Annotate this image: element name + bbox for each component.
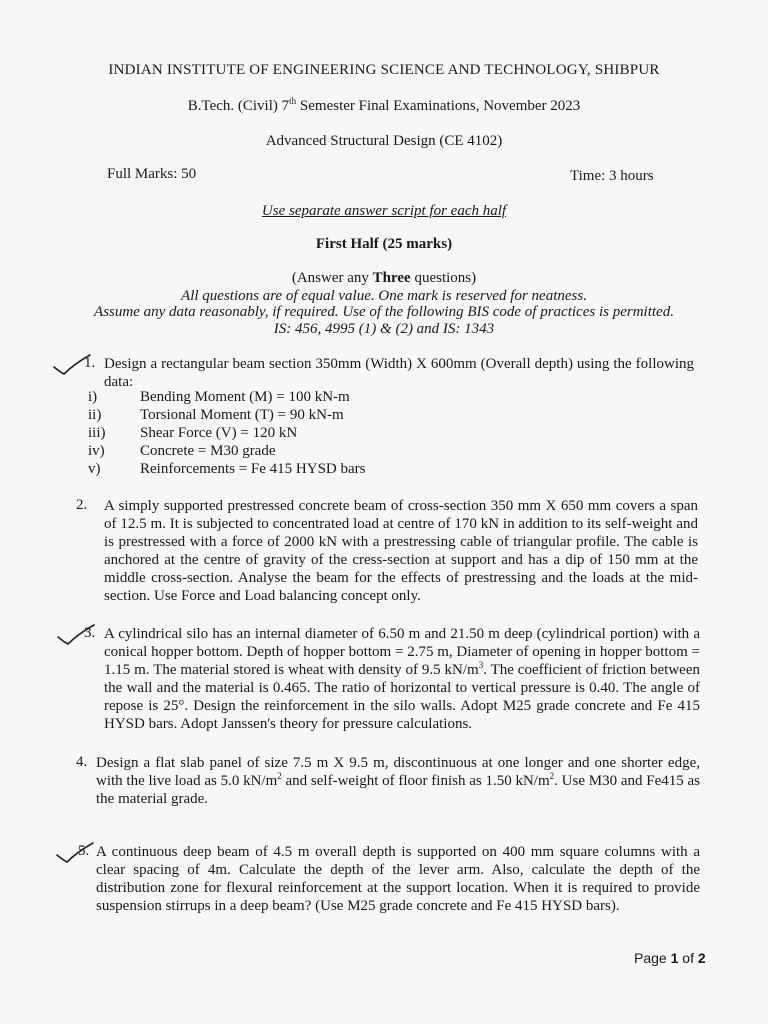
question-2-text: A simply supported prestressed concrete beam of cross-section 350 mm X 650 mm covers a span of 12.5 m. It is subjected to concentrated load at centre of 170 kN in addition to its self-weight and is prestressed with a force of 2000 kN with a prestressing cable of triangular profile. The cable is anchored at the centre of gravity of the cress-section at support and has a dip of 150 mm at the middle cross-section. Analyse the beam for the effects of prestressing and the loads at the mid-section. Use Force and Load balancing concept only. bbox=[104, 498, 698, 604]
answer-instruction: (Answer any Three questions) bbox=[291, 270, 477, 286]
question-4-text: Design a flat slab panel of size 7.5 m X 9.5 m, discontinuous at one longer and one shorter edge, with the live load as 5.0 $kN/m^2$ and self-weight of floor finish as 1.50 $kN/m^2$. Use M30 and Fe415 as the material grade. bbox=[96, 755, 700, 807]
question-1-item: iv) Concrete = M30 grade bbox=[88, 443, 276, 459]
question-5-number: 5. bbox=[78, 843, 90, 859]
exam-title: B.Tech. (Civil) 7th Semester Final Examinations, November 2023 bbox=[187, 96, 581, 114]
assume-note: Assume any data reasonably, if required. Use of the following BIS code of practices is permitted. bbox=[94, 304, 674, 320]
question-1-item: v) Reinforcements = Fe 415 HYSD bars bbox=[88, 461, 366, 477]
question-3-text: A cylindrical silo has an internal diameter of 6.50 m and 21.50 m deep (cylindrical portion) with a conical hopper bottom. Depth of hopper bottom = 2.75 m, Diameter of opening in hopper bottom = 1.15 m. The material stored is wheat with density of 9.5 $kN/m^3$. The coefficient of friction between the wall and the material is 0.465. The ratio of horizontal to vertical pressure is 0.40. The angle of repose is 25°. Design the reinforcement in the silo walls. Adopt M25 grade concrete and Fe 415 HYSD bars. Adopt Janssen's theory for pressure calculations. bbox=[104, 626, 700, 732]
full-marks: Full Marks: 50 bbox=[107, 166, 197, 182]
page-number: Page 1 of 2 bbox=[634, 950, 706, 966]
separate-script-note: Use separate answer script for each half bbox=[261, 203, 507, 219]
half-title: First Half (25 marks) bbox=[315, 236, 453, 252]
question-1-item: ii) Torsional Moment (T) = 90 kN-m bbox=[88, 407, 344, 423]
question-3-number: 3. bbox=[84, 625, 96, 641]
code-list: IS: 456, 4995 (1) & (2) and IS: 1343 bbox=[273, 321, 495, 337]
question-2-number: 2. bbox=[76, 497, 88, 513]
institute-name: INDIAN INSTITUTE OF ENGINEERING SCIENCE AND TECHNOLOGY, SHIBPUR bbox=[108, 62, 660, 78]
course-title: Advanced Structural Design (CE 4102) bbox=[265, 133, 503, 149]
question-4-number: 4. bbox=[76, 754, 88, 770]
question-1-item: iii) Shear Force (V) = 120 kN bbox=[88, 425, 298, 441]
exam-time: Time: 3 hours bbox=[570, 168, 654, 184]
equal-value-note: All questions are of equal value. One mark is reserved for neatness. bbox=[181, 288, 587, 304]
question-1-text: Design a rectangular beam section 350mm (Width) X 600mm (Overall depth) using the following data: bbox=[104, 356, 694, 390]
question-1-number: 1. bbox=[84, 355, 96, 371]
question-1-item: i) Bending Moment (M) = 100 kN-m bbox=[88, 389, 350, 405]
question-5-text: A continuous deep beam of 4.5 m overall depth is supported on 400 mm square columns with a clear spacing of 4m. Calculate the depth of the lever arm. Also, calculate the depth of the distribution zone for flexural reinforcement at the support location. When it is required to provide suspension stirrups in a deep beam? (Use M25 grade concrete and Fe 415 HYSD bars). bbox=[96, 844, 700, 914]
